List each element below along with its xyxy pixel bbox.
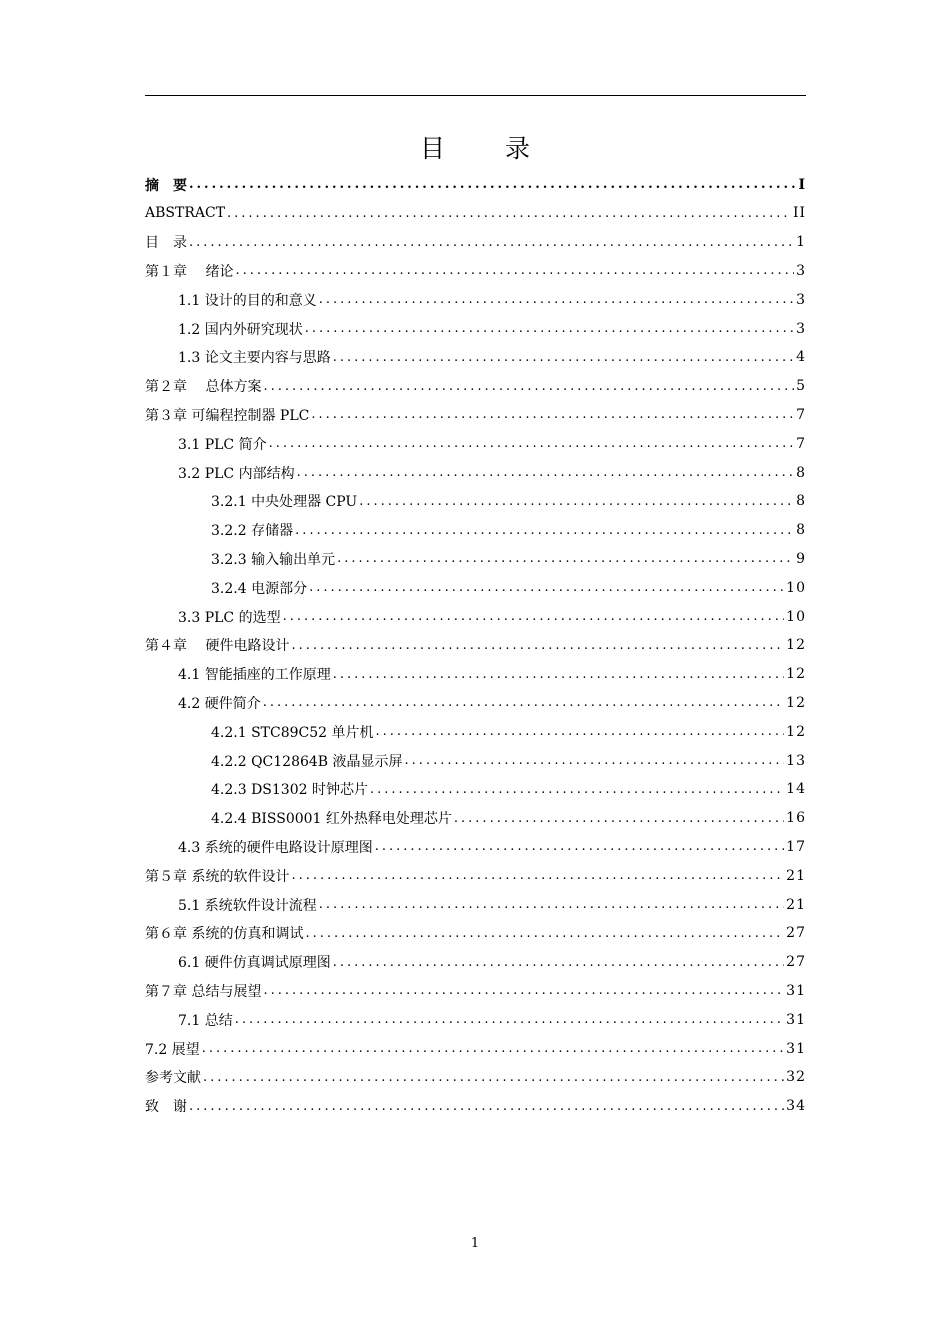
toc-entry-page: 31 [786,1040,806,1057]
toc-entry-label: 摘 要 [145,177,187,194]
toc-entry-page: 12 [786,637,806,654]
toc-entry-label: 4.3 系统的硬件电路设计原理图 [178,839,373,856]
toc-leader-dots [269,436,794,451]
toc-entry-page: 14 [786,781,806,798]
toc-entry-label: 4.2.2 QC12864B 液晶显示屏 [211,753,403,770]
toc-leader-dots [189,177,796,192]
toc-entry-page: 17 [786,838,806,855]
toc-entry-page: 34 [786,1098,806,1115]
toc-entry-label: 3.1 PLC 简介 [178,436,267,453]
toc-leader-dots [263,695,784,710]
toc-entry[interactable] [211,804,806,833]
toc-entry-page: 1 [796,234,806,251]
toc-entry[interactable] [145,199,806,228]
toc-entry-label: 第３章 可编程控制器 PLC [145,407,310,424]
toc-entry[interactable] [211,717,806,746]
toc-entry[interactable] [178,660,806,689]
toc-entry-page: 3 [796,320,806,337]
toc-entry-page: 8 [796,522,806,539]
toc-leader-dots [370,782,784,797]
toc-leader-dots [297,465,794,480]
toc-entry[interactable] [178,832,806,861]
toc-entry[interactable] [145,228,806,257]
toc-entry[interactable] [211,487,806,516]
toc-leader-dots [295,523,794,538]
toc-entry[interactable] [145,1063,806,1092]
toc-entry-page: 12 [786,666,806,683]
toc-leader-dots [333,350,794,365]
toc-entry-page: 31 [786,1011,806,1028]
toc-leader-dots [283,609,785,624]
toc-leader-dots [319,292,794,307]
toc-entry[interactable] [211,544,806,573]
toc-leader-dots [337,551,794,566]
toc-entry[interactable] [178,314,806,343]
toc-entry-page: II [792,205,806,222]
toc-entry-label: 3.2 PLC 内部结构 [178,465,295,482]
toc-entry-label: 7.2 展望 [145,1041,200,1058]
toc-leader-dots [202,1041,784,1056]
toc-leader-dots [189,235,794,250]
toc-entry-page: 12 [786,723,806,740]
toc-entry-page: 27 [786,925,806,942]
toc-entry-page: 3 [796,291,806,308]
toc-entry[interactable] [178,1005,806,1034]
toc-entry[interactable] [145,1034,806,1063]
toc-leader-dots [375,839,784,854]
toc-leader-dots [305,926,784,941]
toc-leader-dots [263,983,784,998]
toc-entry[interactable] [145,919,806,948]
toc-entry-label: 5.1 系统软件设计流程 [178,897,317,914]
toc-entry-page: 32 [786,1069,806,1086]
toc-entry-label: 目 录 [145,235,187,252]
toc-leader-dots [235,263,794,278]
toc-entry-label: 第１章 绪论 [145,263,234,280]
toc-leader-dots [333,667,784,682]
toc-entry-label: 第２章 总体方案 [145,379,262,396]
toc-leader-dots [309,580,784,595]
toc-leader-dots [235,1012,784,1027]
toc-entry[interactable] [145,631,806,660]
toc-entry-page: 10 [786,608,806,625]
toc-leader-dots [333,955,784,970]
toc-entry[interactable] [178,948,806,977]
toc-entry-page: 27 [786,954,806,971]
toc-entry-label: 3.2.4 电源部分 [211,580,308,597]
toc-entry-label: 7.1 总结 [178,1012,233,1029]
toc-entry-label: 第４章 硬件电路设计 [145,638,290,655]
toc-entry[interactable] [145,1092,806,1121]
toc-entry-page: 9 [796,550,806,567]
toc-entry-label: 1.2 国内外研究现状 [178,321,303,338]
toc-entry-label: 1.1 设计的目的和意义 [178,292,317,309]
toc-entry-label: 参考文献 [145,1070,201,1087]
toc-leader-dots [263,379,794,394]
toc-entry-label: 4.2.1 STC89C52 单片机 [211,724,374,741]
toc-leader-dots [454,811,784,826]
toc-entry[interactable] [145,400,806,429]
toc-entry-label: 3.2.2 存储器 [211,523,294,540]
toc-entry[interactable] [145,976,806,1005]
toc-leader-dots [376,724,785,739]
toc-entry-label: ABSTRACT [145,205,226,222]
toc-leader-dots [359,494,794,509]
toc-entry-page: I [798,176,806,193]
toc-leader-dots [189,1099,784,1114]
toc-entry-page: 7 [796,406,806,423]
toc-entry-label: 第７章 总结与展望 [145,983,262,1000]
page-title: 目 录 [420,134,556,163]
toc-entry[interactable] [178,602,806,631]
toc-entry-page: 21 [786,896,806,913]
toc-entry-label: 4.2.4 BISS0001 红外热释电处理芯片 [211,811,452,828]
toc-entry-label: 6.1 硬件仿真调试原理图 [178,955,331,972]
toc-entry-page: 13 [786,752,806,769]
toc-entry[interactable] [178,890,806,919]
toc-entry[interactable] [145,372,806,401]
toc-leader-dots [291,638,784,653]
toc-entry-label: 4.2 硬件简介 [178,695,261,712]
header-rule [145,95,806,96]
toc-leader-dots [203,1070,784,1085]
toc-entry[interactable] [178,429,806,458]
toc-leader-dots [319,897,784,912]
toc-entry[interactable] [211,573,806,602]
toc-entry-label: 3.2.1 中央处理器 CPU [211,494,358,511]
toc-entry-label: 3.3 PLC 的选型 [178,609,281,626]
toc-entry[interactable] [178,285,806,314]
toc-entry-label: 4.2.3 DS1302 时钟芯片 [211,782,368,799]
toc-entry[interactable] [211,746,806,775]
toc-leader-dots [311,407,794,422]
page-number: 1 [470,1236,480,1251]
toc-entry-label: 致 谢 [145,1099,187,1116]
toc-entry[interactable] [178,458,806,487]
toc-leader-dots [227,206,791,221]
toc-entry[interactable] [145,861,806,890]
toc-entry-label: 第６章 系统的仿真和调试 [145,926,304,943]
toc-entry-page: 4 [796,349,806,366]
toc-entry-page: 12 [786,694,806,711]
toc-entry-label: 3.2.3 输入输出单元 [211,551,336,568]
toc-entry-page: 3 [796,262,806,279]
toc-entry[interactable] [211,775,806,804]
toc-entry[interactable] [145,256,806,285]
toc-entry-page: 8 [796,464,806,481]
toc-entry-label: 4.1 智能插座的工作原理 [178,667,331,684]
toc-entry[interactable] [211,516,806,545]
toc-entry[interactable] [145,170,806,199]
toc-entry-label: 第５章 系统的软件设计 [145,868,290,885]
toc-entry-label: 1.3 论文主要内容与思路 [178,350,331,367]
toc-entry-page: 21 [786,867,806,884]
toc-leader-dots [305,321,794,336]
toc-entry-page: 7 [796,435,806,452]
toc-entry-page: 16 [786,810,806,827]
toc-entry[interactable] [178,688,806,717]
toc-entry-page: 31 [786,982,806,999]
toc-leader-dots [291,868,784,883]
toc-entry[interactable] [178,343,806,372]
toc-entry-page: 10 [786,579,806,596]
toc-leader-dots [405,753,785,768]
toc-entry-page: 5 [796,378,806,395]
toc-entry-page: 8 [796,493,806,510]
